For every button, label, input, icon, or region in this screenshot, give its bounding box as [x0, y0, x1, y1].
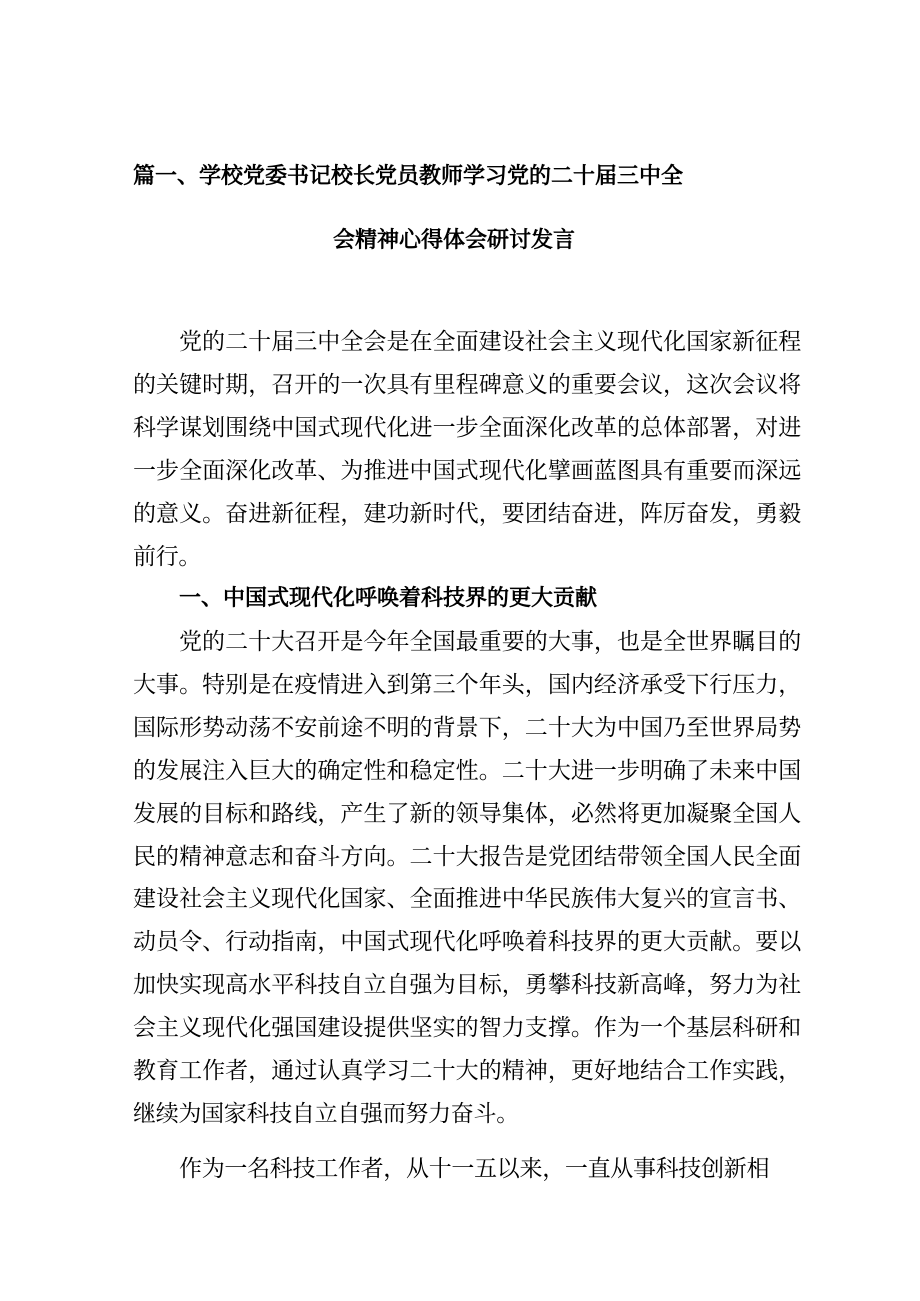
paragraph-intro: 党的二十届三中全会是在全面建设社会主义现代化国家新征程的关键时期，召开的一次具有里程碑意义的重要会议，这次会议将科学谋划围绕中国式现代化进一步全面深化改革的总体部署，对进一步全面深化改革、为推进中国式现代化擘画蓝图具有重要而深远的意义。奋进新征程，建功新时代，要团结奋进，阵厉奋发，勇毅前行。	[133, 329, 801, 570]
section-heading-1: 一、中国式现代化呼唤着科技界的更大贡献	[179, 586, 598, 611]
document-title-line-2: 会精神心得体会研讨发言	[333, 228, 576, 253]
paragraph-continued: 作为一名科技工作者，从十一五以来，一直从事科技创新相	[179, 1156, 770, 1182]
paragraph-section-1: 党的二十大召开是今年全国最重要的大事，也是全世界瞩目的大事。特别是在疫情进入到第三个年头，国内经济承受下行压力，国际形势动荡不安前途不明的背景下，二十大为中国乃至世界局势的发展注入巨大的确定性和稳定性。二十大进一步明确了未来中国发展的目标和路线，产生了新的领导集体，必然将更加凝聚全国人民的精神意志和奋斗方向。二十大报告是党团结带领全国人民全面建设社会主义现代化国家、全面推进中华民族伟大复兴的宣言书、动员令、行动指南，中国式现代化呼唤着科技界的更大贡献。要以加快实现高水平科技自立自强为目标，勇攀科技新高峰，努力为社会主义现代化强国建设提供坚实的智力支撑。作为一个基层科研和教育工作者，通过认真学习二十大的精神，更好地结合工作实践，继续为国家科技自立自强而努力奋斗。	[133, 629, 801, 1127]
document-title-line-1: 篇一、学校党委书记校长党员教师学习党的二十届三中全	[133, 164, 684, 189]
